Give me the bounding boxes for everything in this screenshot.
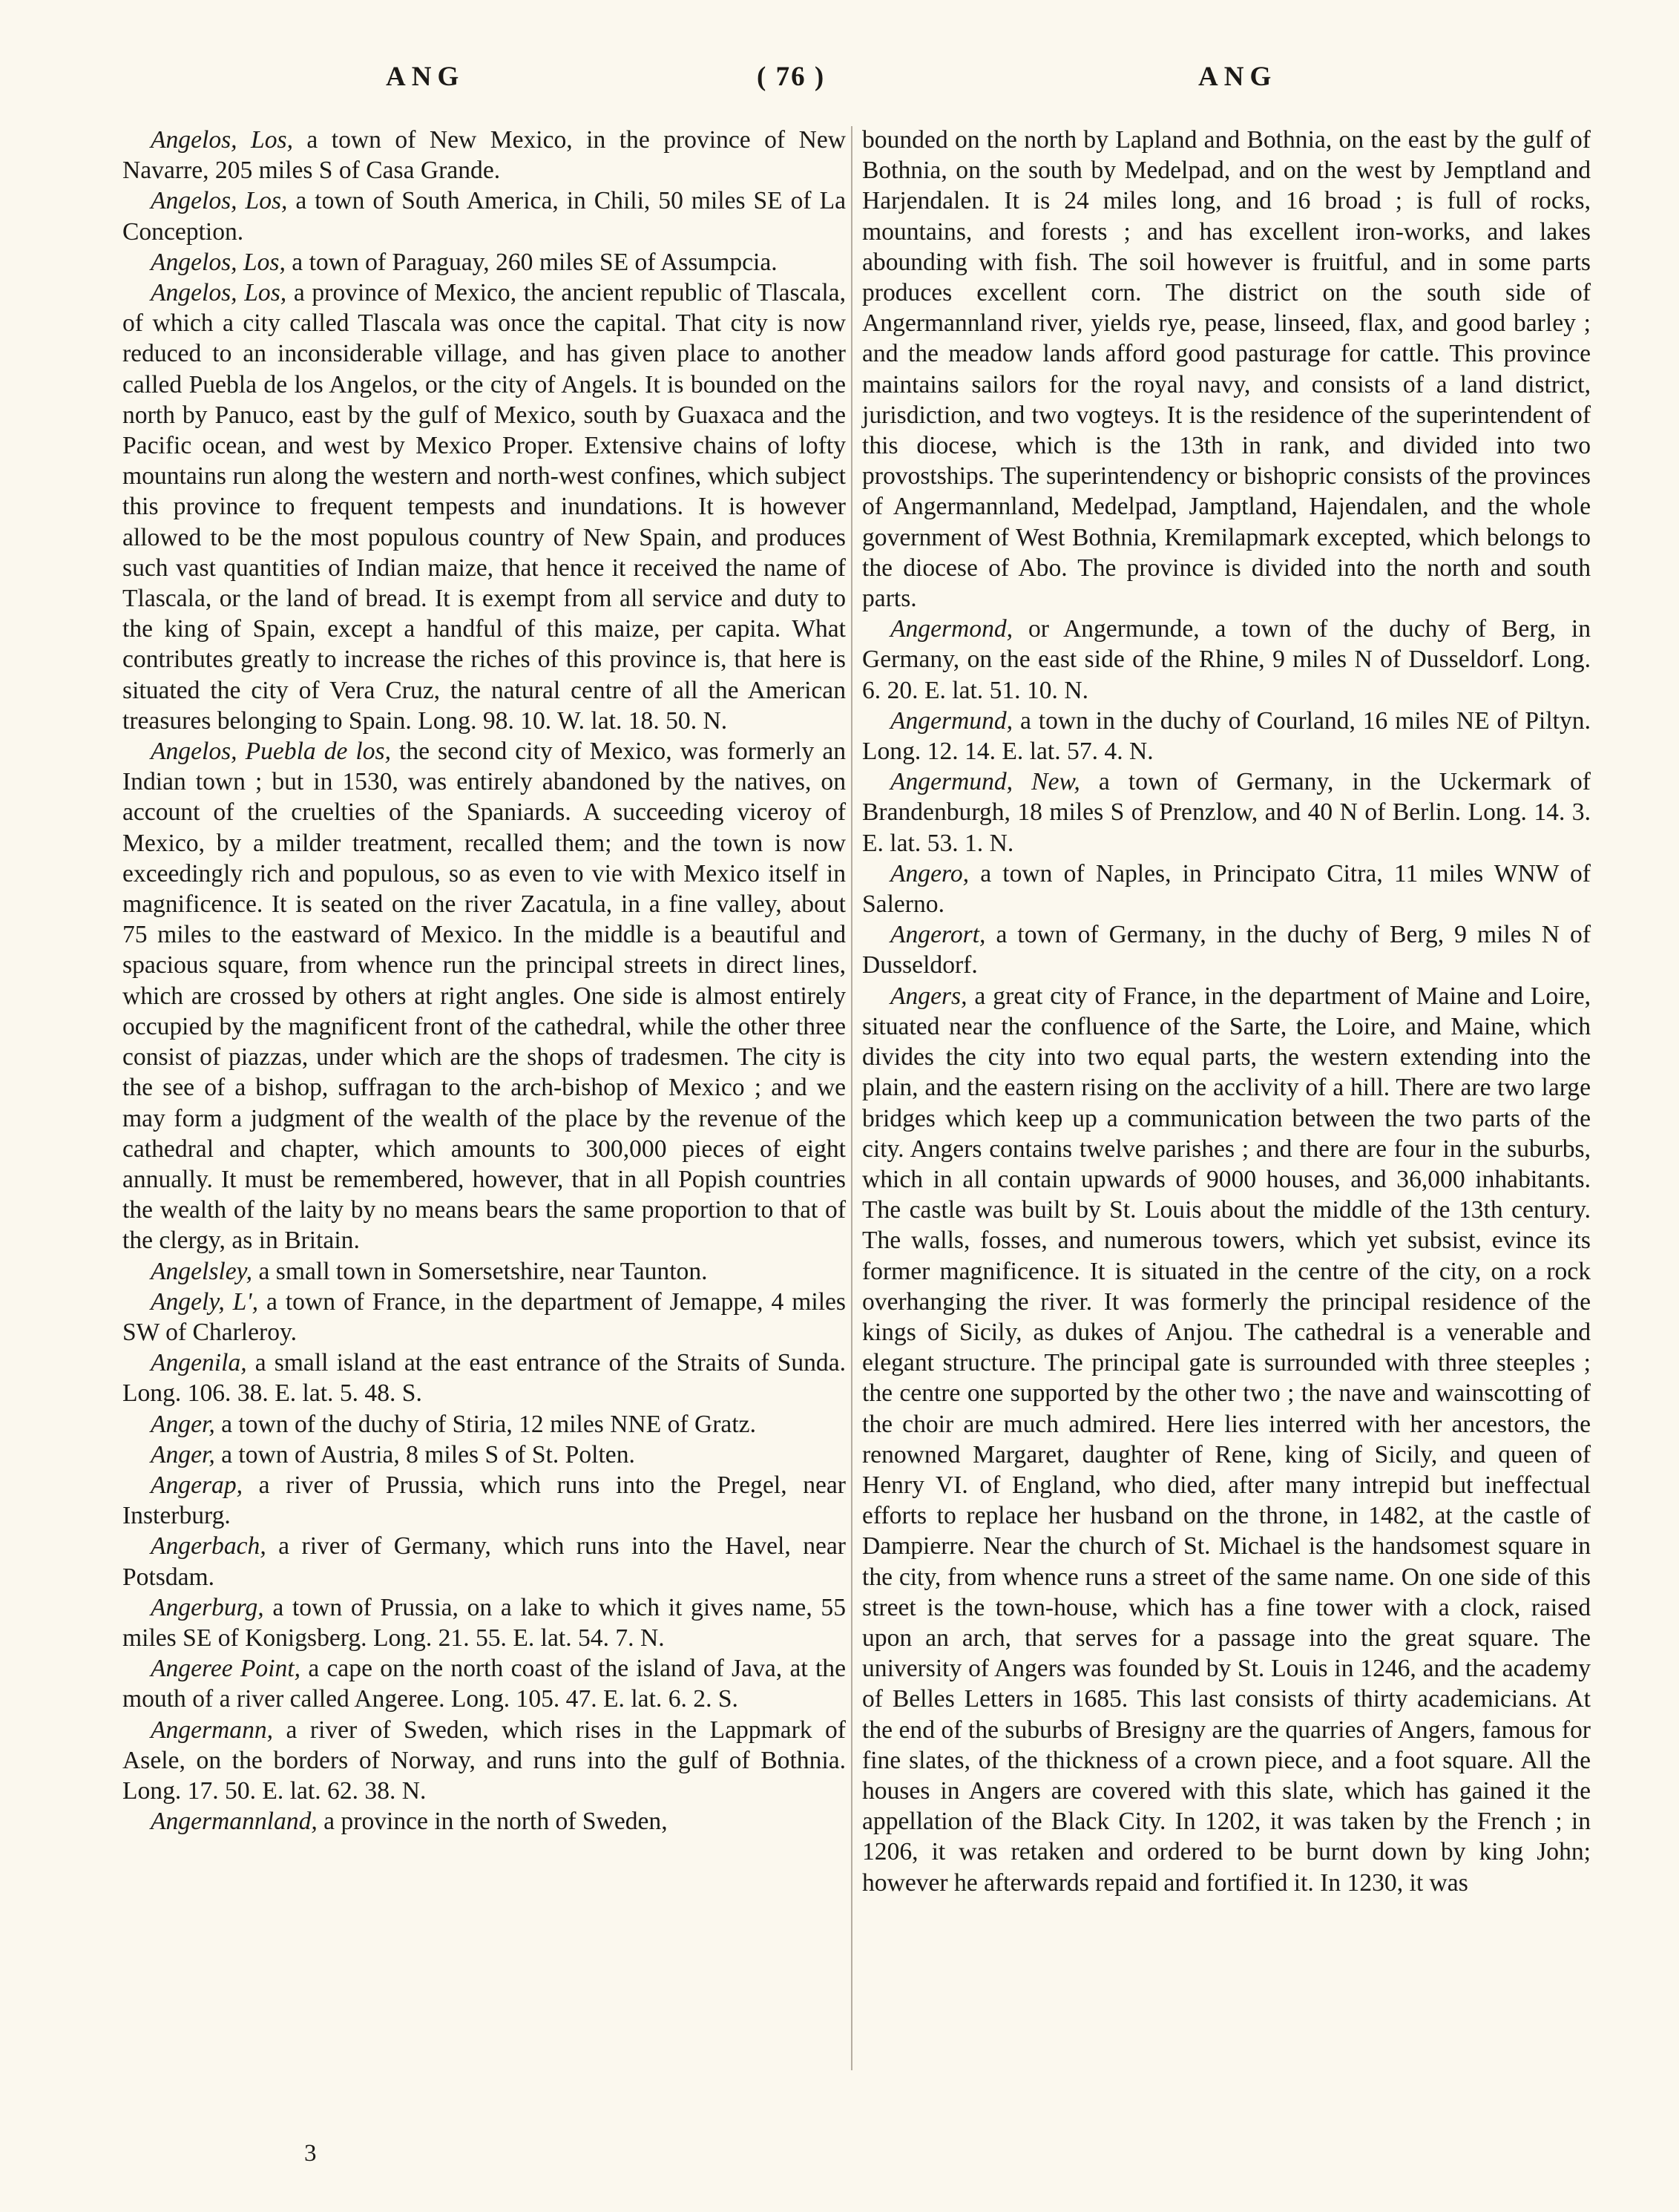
right-column [862, 125, 1591, 1898]
column-rule [851, 126, 852, 2070]
entry-headword: Angermann, [151, 1716, 274, 1744]
dictionary-entry [862, 859, 1591, 919]
entry-headword: Angely, L', [151, 1287, 258, 1316]
dictionary-entry [122, 1256, 846, 1287]
entry-headword: Angermond, [890, 615, 1013, 643]
dictionary-entry [122, 1715, 846, 1807]
entry-text: a town of South America, in Chili, 50 miles SE of La Conception. [122, 187, 846, 246]
entry-text: a town in the duchy of Courland, 16 miles NE of Piltyn. Long. 12. 14. E. lat. 57. 4. N. [862, 706, 1591, 766]
entry-headword: Angermund, New, [890, 768, 1080, 796]
entry-headword: Anger, [151, 1440, 215, 1468]
entry-text: a town of France, in the department of Jemappe, 4 miles SW of Charleroy. [122, 1287, 846, 1346]
entry-text: a river of Prussia, which runs into the Pregel, near Insterburg. [122, 1471, 846, 1530]
entry-headword: Angers, [890, 982, 967, 1010]
entry-headword: Angelos, Los, [151, 126, 293, 154]
entry-text: a town of Paraguay, 260 miles SE of Assumpcia. [285, 248, 778, 276]
dictionary-entry [122, 1348, 846, 1408]
dictionary-entry [862, 706, 1591, 767]
entry-text: a town of Naples, in Principato Citra, 11 miles WNW of Salerno. [862, 859, 1591, 919]
dictionary-entry [122, 1531, 846, 1592]
entry-text: a river of Germany, which runs into the Havel, near Potsdam. [122, 1532, 846, 1591]
entry-text: a town of the duchy of Stiria, 12 miles NNE of Gratz. [214, 1410, 756, 1438]
dictionary-entry [122, 1409, 846, 1440]
entry-text: the second city of Mexico, was formerly an Indian town ; but in 1530, was entirely abandoned by the natives, on account of the cruelties of the Spaniards. A succeeding viceroy of Mexico, by a milder treatment, recalled them; and the town is now exceedingly rich and populous, so as even to vie with Mexico itself in magnificence. It is seated on the river Zacatula, in a fine valley, about 75 miles to the eastward of Mexico. In the middle is a beautiful and spacious square, from whence run the principal streets in direct lines, which are crossed by others at right angles. One side is almost entirely occupied by the magnificent front of the cathedral, while the other three consist of piazzas, under which are the shops of tradesmen. The city is the see of a bishop, suffragan to the arch-bishop of Mexico ; and we may form a judgment of the wealth of the place by the revenue of the cathedral and chapter, which amounts to 300,000 pieces of eight annually. It must be remembered, however, that in all Popish countries the wealth of the laity by no means bears the same proportion to that of the clergy, as in Britain. [122, 738, 847, 1255]
dictionary-entry [122, 186, 846, 246]
entry-text: a province of Mexico, the ancient republic of Tlascala, of which a city called Tlascala was once the capital. That city is now reduced to an inconsiderable village, and has given place to another called Puebla de los Angelos, or the city of Angels. It is bounded on the north by Panuco, east by the gulf of Mexico, south by Guaxaca and the Pacific ocean, and west by Mexico Proper. Extensive chains of lofty mountains run along the western and north-west confines, which subject this province to frequent tempests and inundations. It is however allowed to be the most populous country of New Spain, and produces such vast quantities of Indian maize, that hence it received the name of Tlascala, or the land of bread. It is exempt from all service and duty to the king of Spain, except a handful of this maize, per capita. What contributes greatly to increase the riches of this province is, that here is situated the city of Vera Cruz, the natural centre of all the American treasures belonging to Spain. Long. 98. 10. W. lat. 18. 50. N. [122, 279, 846, 735]
entry-headword: Angermund, [890, 706, 1013, 735]
dictionary-entry [862, 919, 1591, 980]
entry-text: a town of Prussia, on a lake to which it gives name, 55 miles SE of Konigsberg. Long. 21. 55. E. lat. 54. 7. N. [122, 1593, 846, 1652]
dictionary-entry [122, 1470, 846, 1531]
dictionary-entry [862, 767, 1591, 859]
signature-mark: 3 [304, 2140, 317, 2167]
entry-text: a town of Austria, 8 miles S of St. Polten. [214, 1440, 635, 1468]
entry-text: a town of New Mexico, in the province of New Navarre, 205 miles S of Casa Grande. [122, 126, 846, 185]
running-head-right: ANG [1198, 62, 1278, 92]
entry-headword: Angeree Point, [151, 1655, 301, 1683]
dictionary-entry [122, 278, 846, 736]
dictionary-entry [122, 1287, 846, 1348]
entry-text: a town of Germany, in the duchy of Berg, 9 miles N of Dusseldorf. [862, 921, 1591, 979]
entry-headword: Angerap, [151, 1471, 243, 1499]
entry-text: or Angermunde, a town of the duchy of Berg, in Germany, on the east side of the Rhine, 9 miles N of Dusseldorf. Long. 6. 20. E. lat. 51. 10. N. [862, 615, 1591, 704]
page-number: ( 76 ) [757, 62, 826, 92]
entry-headword: Angerburg, [151, 1593, 264, 1621]
dictionary-entry [122, 1592, 846, 1653]
entry-headword: Angero, [890, 859, 969, 887]
dictionary-entry [122, 125, 846, 186]
dictionary-entry [122, 736, 846, 1256]
entry-headword: Angelos, Puebla de los, [151, 738, 391, 766]
dictionary-entry [122, 1440, 846, 1470]
entry-text: a small town in Somersetshire, near Taunton. [252, 1257, 708, 1285]
entry-headword: Angerbach, [151, 1532, 266, 1560]
dictionary-entry [122, 1806, 846, 1837]
entry-text: bounded on the north by Lapland and Bothnia, on the east by the gulf of Bothnia, on the south by Medelpad, and on the west by Jemptland and Harjendalen. It is 24 miles long, and 16 broad ; is full of rocks, mountains, and forests ; and has excellent iron-works, and lakes abounding with fish. The soil however is fruitful, and in some parts produces excellent corn. The district on the south side of Angermannland river, yields rye, pease, linseed, flax, and good barley ; and the meadow lands afford good pasturage for cattle. This province maintains sailors for the royal navy, and consists of a land district, jurisdiction, and two vogteys. It is the residence of the superintendent of this diocese, which is the 13th in rank, and divided into two provostships. The superintendency or bishopric consists of the provinces of Angermannland, Medelpad, Jamptland, Hajendalen, and the whole government of West Bothnia, Kremilapmark excepted, which belongs to the diocese of Abo. The province is divided into the north and south parts. [862, 126, 1591, 613]
entry-headword: Angerort, [890, 921, 986, 949]
entry-headword: Angelos, Los, [151, 248, 286, 276]
running-head-left: ANG [386, 62, 465, 92]
dictionary-entry [122, 247, 846, 278]
dictionary-entry [122, 1653, 846, 1714]
entry-text: a river of Sweden, which rises in the Lappmark of Asele, on the borders of Norway, and runs into the gulf of Bothnia. Long. 17. 50. E. lat. 62. 38. N. [122, 1716, 846, 1805]
entry-text: a cape on the north coast of the island of Java, at the mouth of a river called Angeree. Long. 105. 47. E. lat. 6. 2. S. [122, 1655, 846, 1713]
entry-headword: Angermannland, [151, 1808, 318, 1836]
entry-headword: Angelos, Los, [151, 279, 287, 307]
entry-text: a town of Germany, in the Uckermark of Brandenburgh, 18 miles S of Prenzlow, and 40 N of Berlin. Long. 14. 3. E. lat. 53. 1. N. [862, 768, 1591, 857]
entry-headword: Angenila, [151, 1349, 247, 1377]
dictionary-entry [862, 981, 1591, 1898]
left-column [122, 125, 846, 1837]
entry-headword: Angelsley, [151, 1257, 253, 1285]
dictionary-entry [862, 614, 1591, 706]
entry-headword: Anger, [151, 1410, 215, 1438]
dictionary-entry [862, 125, 1591, 614]
entry-text: a great city of France, in the department of Maine and Loire, situated near the confluence of the Sarte, the Loire, and Maine, which divides the city into two equal parts, the western extending into the plain, and the eastern rising on the acclivity of a hill. There are two large bridges which keep up a communication between the two parts of the city. Angers contains twelve parishes ; and there are four in the suburbs, which in all contain upwards of 9000 houses, and 36,000 inhabitants. The castle was built by St. Louis about the middle of the 13th century. The walls, fosses, and numerous towers, which yet subsist, evince its former magnificence. It is situated in the centre of the city, on a rock overhanging the river. It was formerly the principal residence of the kings of Sicily, as dukes of Anjou. The cathedral is a venerable and elegant structure. The principal gate is surrounded with three steeples ; the centre one supported by the other two ; the nave and wainscotting of the choir are much admired. Here lies interred with her ancestors, the renowned Margaret, daughter of Rene, king of Sicily, and queen of Henry VI. of England, who died, after many intrepid but ineffectual efforts to replace her husband on the throne, in 1482, at the castle of Dampierre. Near the church of St. Michael is the handsomest square in the city, from whence runs a street of the same name. On one side of this street is the town-house, which has a fine tower with a clock, raised upon an arch, that serves for a passage into the great square. The university of Angers was founded by St. Louis in 1246, and the academy of Belles Letters in 1685. This last consists of thirty academicians. At the end of the suburbs of Bresigny are the quarries of Angers, famous for fine slates, of the thickness of a crown piece, and a foot square. All the houses in Angers are covered with this slate, which has gained it the appellation of the Black City. In 1202, it was taken by the French ; in 1206, it was retaken and ordered to be burnt down by king John; however he afterwards repaid and fortified it. In 1230, it was [862, 982, 1591, 1897]
entry-text: a province in the north of Sweden, [317, 1808, 668, 1836]
entry-text: a small island at the east entrance of the Straits of Sunda. Long. 106. 38. E. lat. 5. 48. S. [122, 1349, 846, 1408]
entry-headword: Angelos, Los, [151, 187, 288, 215]
